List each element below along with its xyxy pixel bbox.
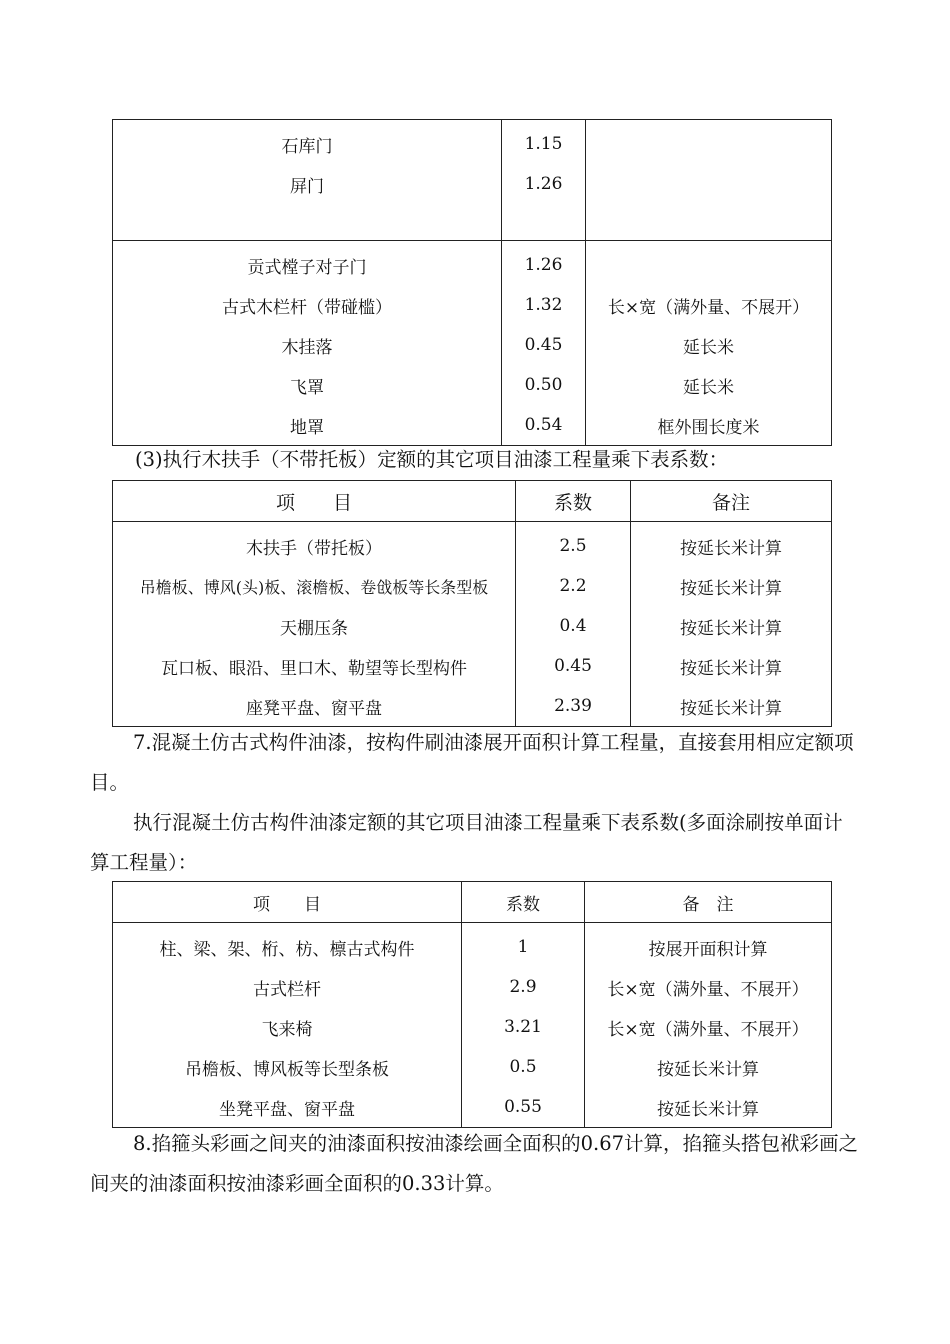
table-cell: 长×宽（满外量、不展开） (607, 979, 809, 1000)
table-cell-coefs (502, 120, 586, 241)
table-cell-names (113, 522, 516, 727)
table-cell: 延长米 (683, 377, 734, 398)
table-cell: 0.45 (524, 335, 563, 355)
table-cell-names (113, 923, 462, 1128)
column-header-coef: 系数 (506, 894, 540, 915)
paragraph-7: 7.混凝土仿古式构件油漆，按构件刷油漆展开面积计算工程量，直接套用相应定额项目。 (90, 731, 854, 794)
column-header-item: 项 目 (275, 491, 352, 514)
table-cell: 按延长米计算 (680, 538, 782, 559)
column-header-note: 备注 (711, 491, 750, 514)
table-cell: 长×宽（满外量、不展开） (607, 297, 810, 318)
table-group-top (113, 120, 832, 241)
table-cell: 0.55 (504, 1097, 542, 1117)
table-cell: 2.5 (559, 536, 587, 556)
table-cell: 2.39 (554, 696, 592, 716)
table-body (113, 923, 832, 1128)
table-header-row (113, 882, 832, 923)
paragraph-7b: 执行混凝土仿古构件油漆定额的其它项目油漆工程量乘下表系数(多面涂刷按单面计算工程量）： (90, 811, 843, 874)
table-cell: 石库门 (281, 136, 333, 157)
table-cell: 1.26 (524, 255, 563, 275)
table-cell: 古式木栏杆（带碰槛） (222, 297, 392, 318)
table-cell: 框外围长度米 (657, 417, 760, 438)
table-cell: 屏门 (290, 176, 324, 197)
table-cell: 1.26 (524, 174, 563, 194)
table-group-bottom (113, 241, 832, 446)
table-cell: 按延长米计算 (680, 698, 782, 719)
table-cell: 0.54 (524, 415, 563, 435)
table-cell-coefs (502, 241, 586, 446)
table-cell: 飞罩 (290, 377, 324, 398)
table-cell: 2.2 (559, 576, 587, 596)
table-cell: 地罩 (290, 417, 324, 438)
table-cell: 长×宽（满外量、不展开） (607, 1019, 809, 1040)
table-cell-names (113, 120, 502, 241)
table-body (113, 522, 832, 727)
table-cell-notes (585, 923, 832, 1128)
table-cell: 古式栏杆 (253, 979, 321, 1000)
paragraph-8: 8.掐箍头彩画之间夹的油漆面积按油漆绘画全面积的0.67计算，掐箍头搭包袱彩画之间夹的油漆面积按油漆彩画全面积的0.33计算。 (90, 1132, 859, 1195)
table-cell: 0.4 (559, 616, 587, 636)
table-cell: 柱、梁、架、桁、枋、檩古式构件 (159, 939, 415, 960)
table-cell: 按延长米计算 (680, 618, 782, 639)
table-cell: 按延长米计算 (657, 1059, 759, 1080)
table-cell: 0.45 (554, 656, 592, 676)
coefficient-table-doors (112, 119, 832, 446)
table-cell-names (113, 241, 502, 446)
table-cell: 1 (517, 937, 529, 957)
table-cell: 2.9 (509, 977, 537, 997)
table-cell: 按展开面积计算 (648, 939, 768, 960)
coefficient-table-concrete (112, 881, 832, 1128)
table-cell-notes (586, 241, 832, 446)
table-header-row (113, 481, 832, 522)
table-cell: 座凳平盘、窗平盘 (246, 698, 382, 719)
table-cell: 坐凳平盘、窗平盘 (219, 1099, 355, 1120)
table-cell: 1.32 (524, 295, 563, 315)
table-cell-notes (586, 120, 832, 241)
table-cell: 贡式樘子对子门 (247, 257, 367, 278)
table-cell (586, 245, 831, 285)
column-header-coef: 系数 (553, 491, 592, 514)
column-header-item: 项 目 (253, 894, 321, 915)
table-caption-3: (3)执行木扶手（不带托板）定额的其它项目油漆工程量乘下表系数： (135, 448, 729, 471)
table-cell: 吊檐板、博风板等长型条板 (185, 1059, 389, 1080)
table-cell: 瓦口板、眼沿、里口木、勒望等长型构件 (161, 658, 467, 679)
table-cell: 按延长米计算 (657, 1099, 759, 1120)
table-cell: 0.5 (509, 1057, 537, 1077)
table-cell: 0.50 (524, 375, 563, 395)
table-cell: 按延长米计算 (680, 578, 782, 599)
table-cell: 延长米 (683, 337, 734, 358)
table-cell-coefs (462, 923, 585, 1128)
table-cell: 木挂落 (281, 337, 333, 358)
table-cell: 飞来椅 (261, 1019, 313, 1040)
table-cell: 木扶手（带托板） (246, 538, 382, 559)
table-cell: 天棚压条 (280, 618, 348, 639)
table-cell: 吊檐板、博风(头)板、滚檐板、卷戗板等长条型板 (139, 577, 489, 597)
table-cell-notes (631, 522, 832, 727)
column-header-note: 备 注 (682, 894, 734, 915)
table-cell-coefs (516, 522, 631, 727)
coefficient-table-handrail (112, 480, 832, 727)
table-cell: 1.15 (524, 134, 563, 154)
table-cell: 按延长米计算 (680, 658, 782, 679)
table-cell: 3.21 (504, 1017, 542, 1037)
